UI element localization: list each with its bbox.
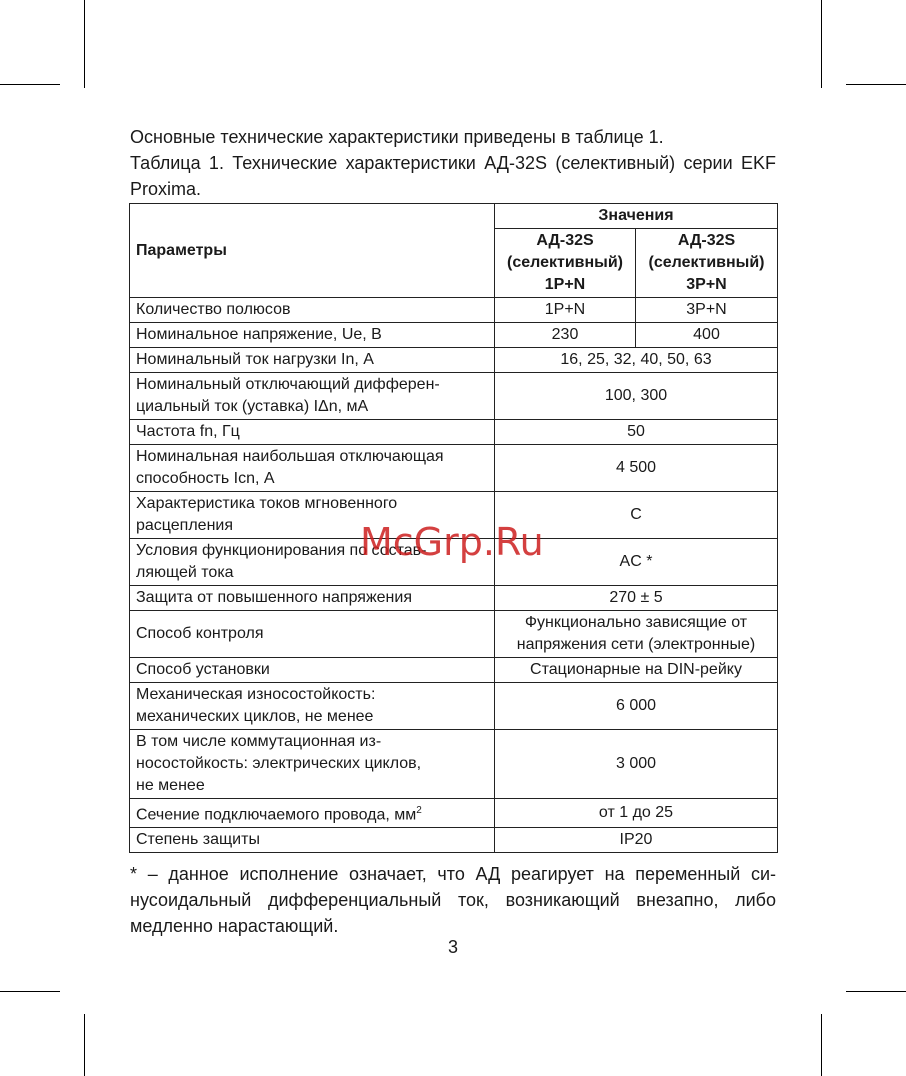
crop-mark (84, 1014, 85, 1076)
header-col-1p-n (495, 229, 636, 298)
value-cell (495, 445, 778, 492)
param-text: Условия функционирования по состав- (136, 542, 427, 559)
table-row (130, 658, 778, 683)
table-row (130, 683, 778, 730)
value-text: 230 (551, 326, 579, 343)
header-line: 1P+N (544, 276, 586, 293)
table-row (130, 420, 778, 445)
value-text: 16, 25, 32, 40, 50, 63 (560, 351, 712, 368)
value-cell (495, 730, 778, 799)
param-cell (130, 799, 495, 828)
param-text: Номинальный отключающий дифферен- (136, 376, 440, 393)
param-text: В том числе коммутационная из- (136, 733, 382, 750)
value-cell (495, 611, 778, 658)
value-text: 270 ± 5 (609, 589, 663, 606)
value-text: от 1 до 25 (598, 804, 674, 822)
value-text: 1P+N (544, 301, 586, 318)
crop-mark (846, 991, 906, 992)
value-cell (495, 799, 778, 828)
table-row (130, 586, 778, 611)
page-number: 3 (447, 937, 458, 957)
header-line: АД-32S (677, 232, 736, 249)
value-text: 4 500 (615, 459, 657, 476)
crop-mark (846, 84, 906, 85)
intro-line: Основные технические характеристики приведены в таблице 1. (130, 127, 664, 147)
crop-mark (821, 0, 822, 88)
param-cell (130, 611, 495, 658)
crop-mark (0, 991, 60, 992)
param-cell (130, 298, 495, 323)
param-cell (130, 323, 495, 348)
value-cell (495, 828, 778, 853)
param-text: циальный ток (уставка) IΔn, мА (136, 398, 369, 415)
param-text: Номинальное напряжение, Ue, В (136, 326, 382, 343)
param-cell (130, 828, 495, 853)
intro-text (130, 124, 776, 202)
value-cell (495, 420, 778, 445)
value-cell (495, 658, 778, 683)
table-row (130, 611, 778, 658)
header-values: Значения (495, 204, 778, 229)
param-text: ляющей тока (136, 564, 234, 581)
param-cell (130, 586, 495, 611)
value-cell (495, 323, 636, 348)
value-text: C (630, 506, 642, 523)
header-col-3p-n (636, 229, 778, 298)
param-cell (130, 683, 495, 730)
footnote: * – данное исполнение означает, что АД реагирует на переменный си-нусоидальный дифференциальный ток, возникающий внезапно, либо медленно нарастающий. (130, 864, 776, 936)
value-text: Функционально зависящие от (524, 614, 748, 631)
table-row (130, 799, 778, 828)
table-row (130, 298, 778, 323)
value-text: 50 (627, 423, 645, 440)
param-text: механических циклов, не менее (136, 708, 374, 725)
value-cell (495, 348, 778, 373)
value-cell (495, 683, 778, 730)
param-text: способность Icn, А (136, 470, 275, 487)
value-text: 6 000 (615, 697, 657, 714)
param-cell (130, 730, 495, 799)
param-text: Механическая износостойкость: (136, 686, 376, 703)
watermark: McGrp.Ru (360, 520, 544, 564)
value-text: AC * (619, 553, 653, 570)
param-text: расцепления (136, 517, 234, 534)
table-header-row (130, 204, 778, 229)
param-text: Номинальный ток нагрузки In, А (136, 351, 374, 368)
value-text: Стационарные на DIN-рейку (530, 661, 742, 678)
value-cell (495, 586, 778, 611)
value-cell (495, 373, 778, 420)
header-line: (селективный) (507, 254, 623, 271)
table-caption: Таблица 1. Технические характеристики АД-32S (селективный) серии EKF Proxima. (130, 153, 776, 199)
param-cell (130, 658, 495, 683)
param-cell (130, 420, 495, 445)
param-text: Сечение подключаемого провода, мм (136, 806, 417, 824)
value-text: 400 (693, 326, 720, 343)
table-row (130, 323, 778, 348)
value-text: 100, 300 (604, 387, 668, 404)
param-superscript: 2 (416, 805, 422, 816)
param-cell (130, 373, 495, 420)
param-text: Характеристика токов мгновенного (136, 495, 398, 512)
param-text: Способ установки (136, 661, 270, 678)
header-line: (селективный) (648, 254, 765, 271)
param-text: Количество полюсов (136, 301, 291, 318)
crop-mark (84, 0, 85, 88)
value-text: IP20 (619, 831, 653, 849)
header-line: 3P+N (686, 276, 727, 293)
value-cell (636, 323, 778, 348)
table-row (130, 445, 778, 492)
param-text: носостойкость: электрических циклов, (136, 755, 422, 772)
param-text: Способ контроля (136, 625, 264, 642)
table-row (130, 373, 778, 420)
param-text: Степень защиты (136, 831, 260, 849)
param-cell (130, 445, 495, 492)
header-params: Параметры (130, 204, 495, 298)
table-row (130, 730, 778, 799)
table-row (130, 828, 778, 853)
value-text: 3 000 (615, 755, 657, 772)
param-text: Номинальная наибольшая отключающая (136, 448, 444, 465)
value-text: 3P+N (686, 301, 727, 318)
header-line: АД-32S (536, 232, 594, 249)
param-text: Защита от повышенного напряжения (136, 589, 412, 606)
table-body (130, 298, 778, 853)
value-cell (495, 298, 636, 323)
param-text: Частота fn, Гц (136, 423, 240, 440)
table-row (130, 348, 778, 373)
value-text: напряжения сети (электронные) (516, 636, 756, 653)
param-text: не менее (136, 777, 205, 794)
param-cell (130, 348, 495, 373)
crop-mark (821, 1014, 822, 1076)
crop-mark (0, 84, 60, 85)
value-cell (636, 298, 778, 323)
